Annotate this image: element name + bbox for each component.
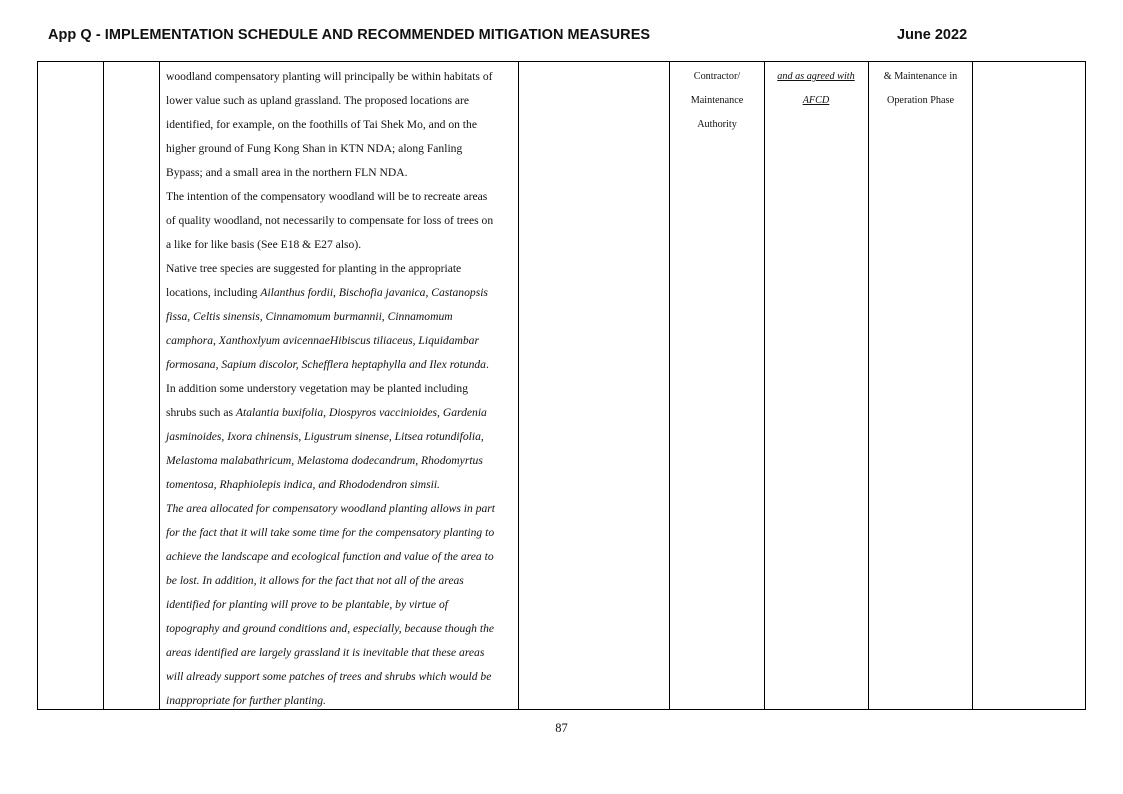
description-line [166, 161, 514, 185]
italic-text-run: inappropriate for further planting. [166, 694, 326, 707]
text-run: of quality woodland, not necessarily to compensate for loss of trees on [166, 214, 494, 227]
description-line [166, 329, 514, 353]
column-divider [518, 61, 519, 710]
text-run: a like for like basis (See E18 & E27 also). [166, 238, 362, 251]
implementation-agent-cell [669, 65, 765, 137]
page-number: 87 [555, 721, 568, 735]
implementation-stage-line: Operation Phase [886, 95, 955, 106]
column-divider [103, 61, 104, 710]
description-line [166, 377, 514, 401]
italic-text-run: Melastoma malabathricum, Melastoma dodecandrum, Rhodomyrtus [166, 454, 483, 467]
text-run: shrubs such as [166, 406, 236, 419]
italic-text-run: camphora, Xanthoxlyum avicennaeHibiscus tiliaceus, Liquidambar [166, 334, 479, 347]
column-divider [972, 61, 973, 710]
description-line [166, 65, 514, 89]
description-line [166, 593, 514, 617]
description-line [166, 353, 514, 377]
italic-text-run: for the fact that it will take some time for the compensatory planting to [166, 526, 495, 539]
italic-text-run: areas identified are largely grassland it is inevitable that these areas [166, 646, 485, 659]
italic-text-run: topography and ground conditions and, especially, because though the [166, 622, 495, 635]
page-header-title: App Q - IMPLEMENTATION SCHEDULE AND RECOMMENDED MITIGATION MEASURES [48, 27, 651, 43]
column-divider [764, 61, 765, 710]
description-line [166, 521, 514, 545]
description-line [166, 185, 514, 209]
implementation-agent-line: Contractor/ [693, 71, 741, 82]
description-line [166, 281, 514, 305]
description-line [166, 689, 514, 713]
implementation-agent-line: Maintenance [690, 95, 744, 106]
agreement-line: AFCD [802, 95, 830, 106]
description-line [166, 209, 514, 233]
implementation-stage-cell [868, 65, 973, 113]
italic-text-run: will already support some patches of trees and shrubs which would be [166, 670, 492, 683]
mitigation-measure-description [166, 65, 514, 713]
text-run: locations, including [166, 286, 261, 299]
implementation-agent-line: Authority [697, 119, 737, 130]
description-line [166, 425, 514, 449]
text-run: higher ground of Fung Kong Shan in KTN NDA; along Fanling [166, 142, 463, 155]
agreement-line: and as agreed with [777, 71, 855, 82]
column-divider [868, 61, 869, 710]
text-run: . [485, 358, 489, 371]
italic-text-run: tomentosa, Rhaphiolepis indica, and Rhododendron simsii. [166, 478, 440, 491]
description-line [166, 641, 514, 665]
text-run: identified, for example, on the foothills of Tai Shek Mo, and on the [166, 118, 477, 131]
description-line [166, 113, 514, 137]
description-line [166, 89, 514, 113]
italic-text-run: Atalantia buxifolia, Diospyros vaccinioides, Gardenia [235, 406, 487, 419]
text-run: Bypass; and a small area in the northern FLN NDA. [166, 166, 408, 179]
italic-text-run: identified for planting will prove to be plantable, by virtue of [166, 598, 448, 611]
italic-text-run: The area allocated for compensatory woodland planting allows in part [166, 502, 496, 515]
text-run: lower value such as upland grassland. The proposed locations are [166, 94, 470, 107]
description-line [166, 305, 514, 329]
description-line [166, 569, 514, 593]
italic-text-run: jasminoides, Ixora chinensis, Ligustrum sinense, Litsea rotundifolia, [166, 430, 484, 443]
italic-text-run: be lost. In addition, it allows for the fact that not all of the areas [166, 574, 464, 587]
italic-text-run: Ailanthus fordii, Bischofia javanica, Castanopsis [260, 286, 488, 299]
text-run: In addition some understory vegetation may be planted including [166, 382, 469, 395]
description-line [166, 473, 514, 497]
agreement-cell [764, 65, 868, 113]
description-line [166, 497, 514, 521]
description-line [166, 545, 514, 569]
description-line [166, 233, 514, 257]
implementation-stage-line: & Maintenance in [883, 71, 958, 82]
column-divider [159, 61, 160, 710]
text-run: woodland compensatory planting will principally be within habitats of [166, 70, 493, 83]
description-line [166, 137, 514, 161]
italic-text-run: achieve the landscape and ecological function and value of the area to [166, 550, 494, 563]
text-run: Native tree species are suggested for planting in the appropriate [166, 262, 462, 275]
page-header-date: June 2022 [897, 27, 968, 43]
description-line [166, 617, 514, 641]
text-run: The intention of the compensatory woodland will be to recreate areas [166, 190, 488, 203]
description-line [166, 665, 514, 689]
italic-text-run: fissa, Celtis sinensis, Cinnamomum burmannii, Cinnamomum [166, 310, 453, 323]
description-line [166, 257, 514, 281]
description-line [166, 401, 514, 425]
description-line [166, 449, 514, 473]
column-divider [669, 61, 670, 710]
italic-text-run: formosana, Sapium discolor, Schefflera heptaphylla and Ilex rotunda [166, 358, 486, 371]
